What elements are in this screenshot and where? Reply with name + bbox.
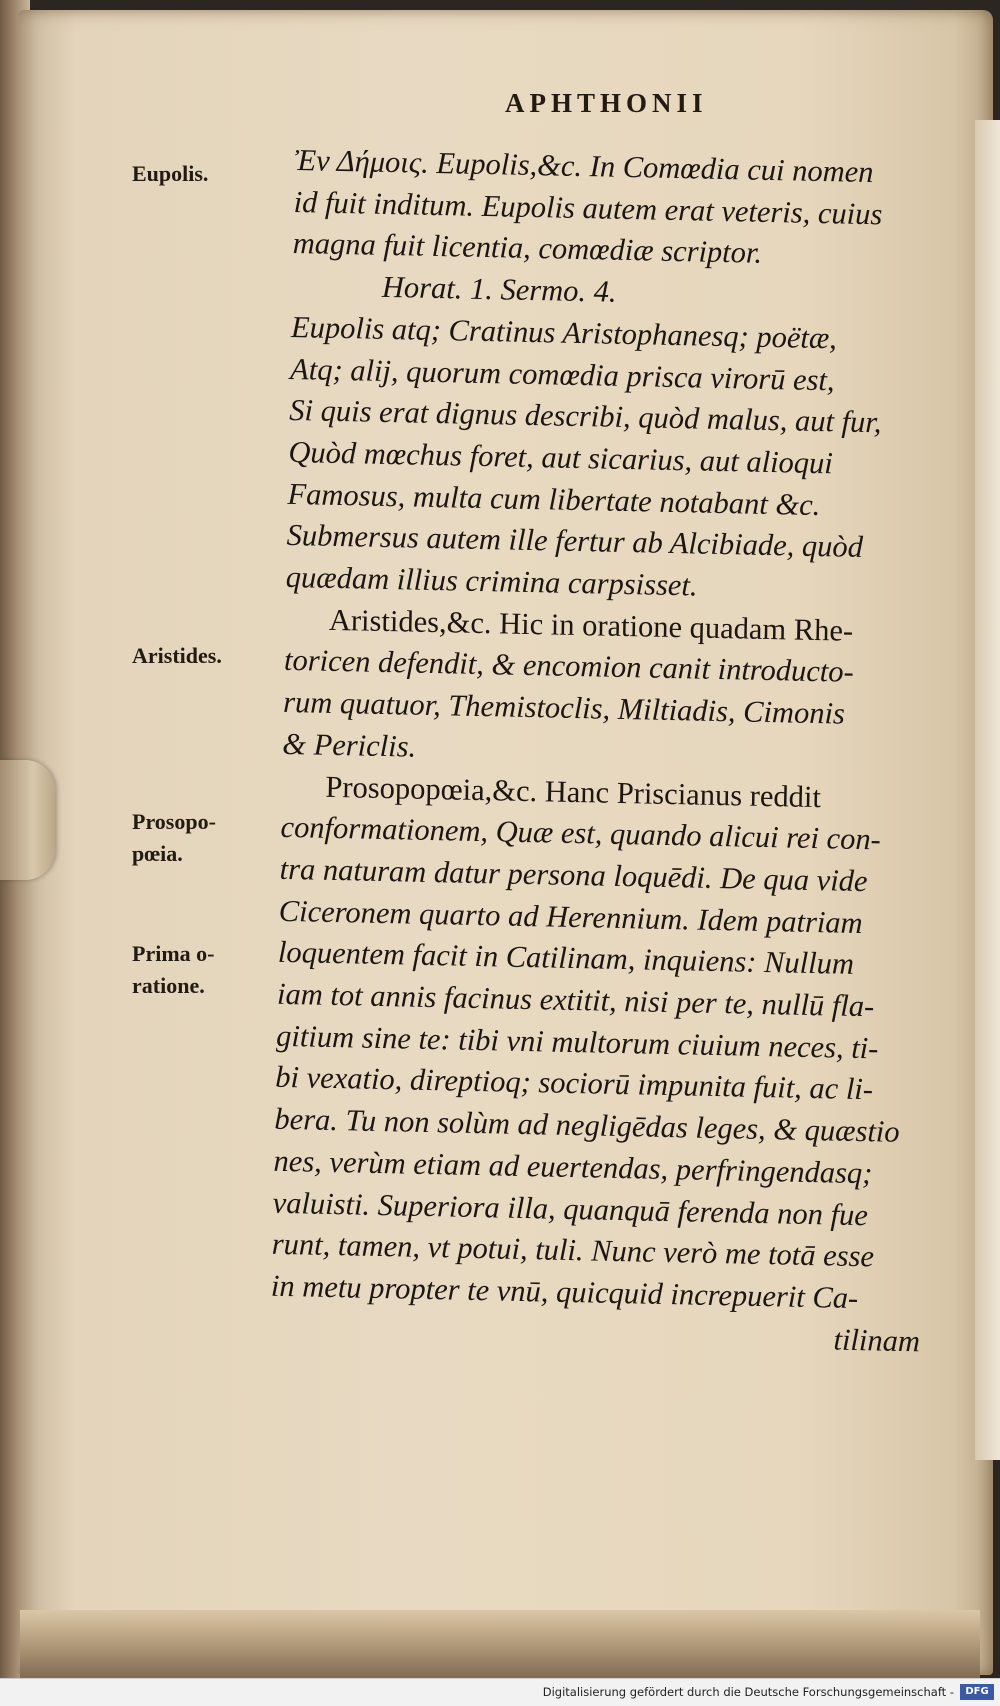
text-line: Si quis erat dignus describi, quòd malus, aut fur, bbox=[288, 393, 882, 440]
text-line: Horat. 1. Sermo. 4. bbox=[381, 269, 617, 309]
footer-credit: Digitalisierung gefördert durch die Deutsche Forschungsgemeinschaft - bbox=[542, 1685, 954, 1699]
margin-note-prima-2: ratione. bbox=[132, 973, 205, 998]
body-text bbox=[270, 140, 955, 1363]
text-line: runt, tamen, vt potui, tuli. Nunc verò me totā esse bbox=[271, 1227, 875, 1274]
text-line: Submersus autem ille fertur ab Alcibiade, quòd bbox=[286, 518, 864, 565]
text-line: Famosus, multa cum libertate notabant &c. bbox=[287, 476, 821, 522]
text-line: id fuit inditum. Eupolis autem erat veteris, cuius bbox=[293, 184, 883, 232]
text-line: bi vexatio, direptioq; sociorū impunita fuit, ac li- bbox=[275, 1060, 874, 1107]
text-line: Eupolis atq; Cratinus Aristophanesq; poëtæ, bbox=[290, 309, 838, 356]
page-bottom-edge bbox=[20, 1610, 980, 1680]
text-line: Ἐν Δήμοις. Eupolis,&c. In Comœdia cui nomen bbox=[294, 142, 874, 190]
text-line: bera. Tu non solùm ad negligēdas leges, & quæstio bbox=[274, 1101, 900, 1150]
margin-note-prosopopoeia-1: Prosopo- bbox=[132, 809, 216, 834]
text-line: tra naturam datur persona loquēdi. De qua vide bbox=[279, 851, 868, 899]
margin-note-prima-1: Prima o- bbox=[132, 941, 215, 966]
text-line: valuisti. Superiora illa, quanquā ferenda non fue bbox=[272, 1185, 869, 1232]
margin-note-eupolis: Eupolis. bbox=[132, 161, 209, 186]
text-line: in metu propter te vnū, quicquid increpuerit Ca- bbox=[270, 1268, 859, 1316]
footer-bar bbox=[0, 1678, 1000, 1706]
running-header: APHTHONII bbox=[505, 88, 708, 118]
text-line: quædam illius crimina carpsisset. bbox=[285, 559, 698, 603]
text-line: Quòd mœchus foret, aut sicarius, aut alioqui bbox=[288, 434, 834, 481]
catchword: tilinam bbox=[833, 1322, 921, 1359]
text-line: loquentem facit in Catilinam, inquiens: Nullum bbox=[277, 935, 855, 982]
facing-page-edge bbox=[975, 120, 1000, 1460]
text-line: gitium sine te: tibi vni multorum ciuium neces, ti- bbox=[275, 1018, 879, 1066]
margin-note-aristides: Aristides. bbox=[132, 643, 222, 668]
margin-note-prosopopoeia-2: pœia. bbox=[132, 841, 183, 866]
text-line: Ciceronem quarto ad Herennium. Idem patriam bbox=[278, 893, 864, 940]
text-line: Prosopopœia,&c. Hanc Priscianus reddit bbox=[325, 769, 822, 814]
text-line: magna fuit licentia, comœdiæ scriptor. bbox=[292, 226, 763, 271]
text-line: Aristides,&c. Hic in oratione quadam Rhe- bbox=[328, 602, 854, 648]
book-clasp bbox=[0, 760, 55, 880]
text-line: conformationem, Quæ est, quando alicui rei con- bbox=[280, 810, 882, 857]
text-line: Atq; alij, quorum comœdia prisca virorū est, bbox=[289, 351, 835, 397]
text-line: nes, verùm etiam ad euertendas, perfringendasq; bbox=[273, 1143, 873, 1191]
text-line: & Periclis. bbox=[281, 726, 417, 764]
dfg-logo: DFG bbox=[960, 1684, 994, 1700]
text-line: iam tot annis facinus extitit, nisi per te, nullū fla- bbox=[276, 976, 875, 1024]
text-line: rum quatuor, Themistoclis, Miltiadis, Cimonis bbox=[282, 685, 846, 731]
text-line: toricen defendit, & encomion canit introducto- bbox=[283, 643, 855, 690]
